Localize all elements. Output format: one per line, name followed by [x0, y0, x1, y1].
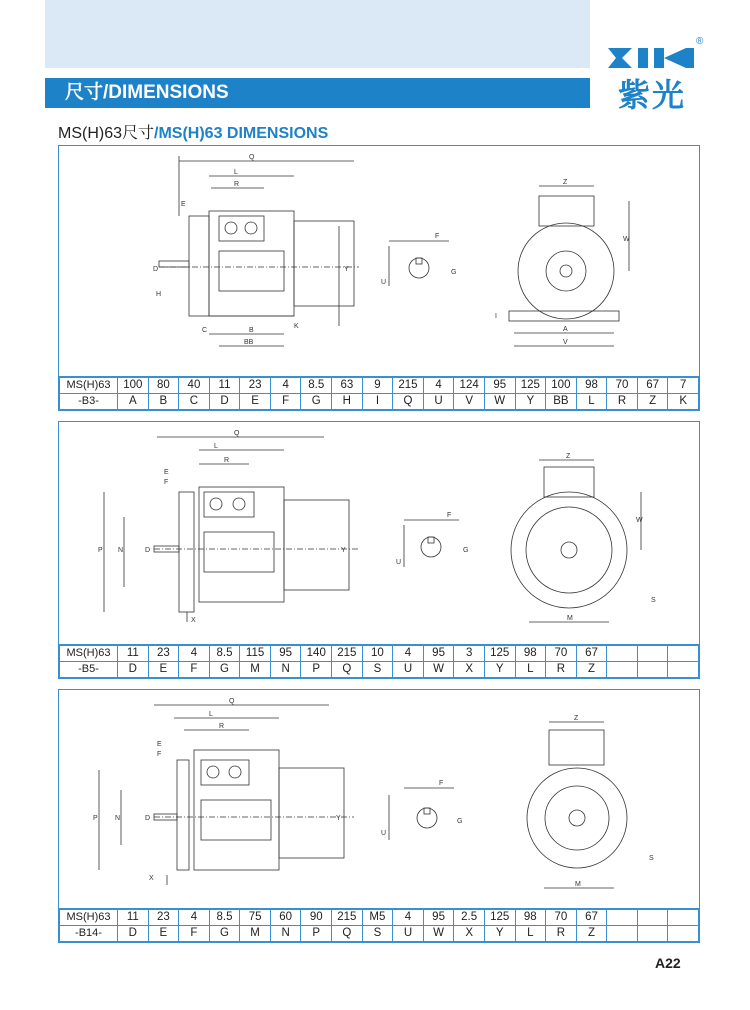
table-cell: 125 [484, 910, 515, 926]
dim-label: H [156, 291, 162, 298]
b5-side-labels [98, 430, 346, 624]
dim-label: F [435, 233, 440, 240]
dim-label: BB [244, 339, 254, 346]
table-cell: 75 [240, 910, 271, 926]
table-cell: M [240, 662, 271, 678]
table-row [60, 926, 699, 942]
b14-front-labels [574, 715, 654, 888]
table-cell: 125 [484, 646, 515, 662]
b5-front-labels [566, 453, 656, 622]
table-cell: 10 [362, 646, 393, 662]
dim-label: N [118, 547, 124, 554]
table-cell: P [301, 662, 332, 678]
dim-label: M [567, 615, 573, 622]
table-cell: Q [332, 662, 363, 678]
table-cell [637, 910, 668, 926]
dim-label: Z [566, 453, 571, 460]
table-row [60, 646, 699, 662]
dim-label: E [157, 741, 162, 748]
dim-label: R [234, 181, 240, 188]
table-row [60, 910, 699, 926]
b14-key-labels [381, 780, 462, 837]
b5-motor-side-view [104, 437, 359, 622]
table-cell: 8.5 [209, 910, 240, 926]
dim-label: Y [336, 815, 341, 822]
dim-label: F [447, 512, 452, 519]
table-cell: 40 [179, 378, 210, 394]
dim-label: Q [234, 430, 240, 437]
table-cell: K [668, 394, 699, 410]
table-cell [607, 926, 638, 942]
dim-label: Z [563, 179, 568, 186]
table-cell: B [148, 394, 179, 410]
table-cell: A [118, 394, 149, 410]
table-cell: N [270, 662, 301, 678]
table-cell: 23 [148, 646, 179, 662]
table-cell: Y [515, 394, 546, 410]
table-cell: Q [393, 394, 424, 410]
brand-logo [600, 36, 710, 116]
table-cell [637, 662, 668, 678]
subtitle-accent: /MS(H)63 DIMENSIONS [154, 125, 329, 142]
dim-label: I [495, 313, 497, 320]
table-cell: R [546, 926, 577, 942]
dim-label: E [181, 201, 186, 208]
b14-panel [58, 689, 700, 943]
table-cell: 124 [454, 378, 485, 394]
dim-label: B [249, 327, 254, 334]
dim-label: U [381, 279, 387, 286]
table-row [60, 662, 699, 678]
dim-label: R [224, 457, 230, 464]
table-cell: -B3- [60, 394, 118, 410]
dim-label: F [439, 780, 444, 787]
table-cell [668, 910, 699, 926]
table-cell: L [576, 394, 607, 410]
table-cell: 100 [118, 378, 149, 394]
dim-label: R [219, 723, 225, 730]
b3-front-view [509, 186, 629, 346]
b14-dimension-table [59, 909, 699, 942]
dim-label: N [115, 815, 121, 822]
table-cell: E [240, 394, 271, 410]
table-cell: P [301, 926, 332, 942]
table-cell: X [454, 926, 485, 942]
table-cell: 215 [393, 378, 424, 394]
table-cell: 95 [484, 378, 515, 394]
table-cell [668, 926, 699, 942]
b14-key-view [389, 788, 454, 840]
table-cell [607, 662, 638, 678]
section-title: 尺寸/DIMENSIONS [65, 82, 229, 103]
table-cell: 60 [270, 910, 301, 926]
table-cell: 67 [576, 910, 607, 926]
table-cell: 63 [332, 378, 363, 394]
table-cell: 215 [332, 646, 363, 662]
table-row [60, 394, 699, 410]
table-cell: 23 [148, 910, 179, 926]
dim-label: Q [229, 698, 235, 705]
dim-label: V [563, 339, 568, 346]
table-cell: BB [546, 394, 577, 410]
table-cell: 4 [423, 378, 454, 394]
table-cell: L [515, 926, 546, 942]
table-cell: 3 [454, 646, 485, 662]
table-cell: 23 [240, 378, 271, 394]
dim-label: Z [574, 715, 579, 722]
table-cell: 4 [179, 910, 210, 926]
table-cell: 98 [515, 646, 546, 662]
table-cell: 2.5 [454, 910, 485, 926]
table-cell: V [454, 394, 485, 410]
table-cell [607, 646, 638, 662]
dim-label: Y [344, 266, 349, 273]
table-cell: R [607, 394, 638, 410]
dim-label: Y [341, 547, 346, 554]
b14-side-labels [93, 698, 341, 882]
dim-label: G [451, 269, 457, 276]
table-cell: 8.5 [301, 378, 332, 394]
table-cell: I [362, 394, 393, 410]
table-cell: U [423, 394, 454, 410]
table-cell: Z [576, 926, 607, 942]
table-cell: G [209, 662, 240, 678]
subtitle-plain: MS(H)63尺寸 [58, 125, 155, 142]
table-cell: 4 [393, 646, 424, 662]
dim-label: A [563, 326, 568, 333]
dim-label: U [396, 559, 402, 566]
table-cell: -B5- [60, 662, 118, 678]
table-cell: R [546, 662, 577, 678]
table-cell: Y [484, 926, 515, 942]
table-cell: 70 [607, 378, 638, 394]
dim-label: P [98, 547, 103, 554]
dim-label: M [575, 881, 581, 888]
dim-label: Q [249, 154, 255, 161]
b5-drawing [59, 422, 699, 645]
table-cell: 98 [515, 910, 546, 926]
table-cell: G [209, 926, 240, 942]
b3-dimension-table [59, 377, 699, 410]
table-cell: U [393, 926, 424, 942]
table-cell [668, 662, 699, 678]
table-cell: W [423, 926, 454, 942]
table-cell: 70 [546, 646, 577, 662]
table-cell: D [118, 926, 149, 942]
section-title-bar [45, 78, 590, 108]
b3-side-labels [153, 154, 349, 346]
table-cell: 90 [301, 910, 332, 926]
b5-front-view [511, 460, 641, 622]
table-cell: D [118, 662, 149, 678]
table-cell: 11 [209, 378, 240, 394]
table-cell: N [270, 926, 301, 942]
dim-label: K [294, 323, 299, 330]
dim-label: L [209, 711, 213, 718]
b3-motor-side-view [159, 156, 359, 346]
b14-drawing [59, 690, 699, 909]
table-cell: U [393, 662, 424, 678]
page-number: A22 [655, 955, 681, 971]
table-cell [668, 646, 699, 662]
table-cell: -B14- [60, 926, 118, 942]
dim-label: L [234, 169, 238, 176]
table-cell: 11 [118, 910, 149, 926]
header-band [45, 0, 590, 68]
table-cell: D [209, 394, 240, 410]
table-cell: F [270, 394, 301, 410]
table-cell: S [362, 926, 393, 942]
table-cell: 70 [546, 910, 577, 926]
b5-panel [58, 421, 700, 679]
dim-label: E [164, 469, 169, 476]
table-cell: 95 [423, 646, 454, 662]
b5-key-view [404, 520, 459, 567]
dim-label: G [457, 818, 463, 825]
dim-label: U [381, 830, 387, 837]
dim-label: L [214, 443, 218, 450]
table-cell: 67 [637, 378, 668, 394]
table-cell: F [179, 662, 210, 678]
table-cell: 8.5 [209, 646, 240, 662]
table-cell: W [484, 394, 515, 410]
table-cell: 95 [423, 910, 454, 926]
table-cell: G [301, 394, 332, 410]
table-cell: M5 [362, 910, 393, 926]
table-cell: C [179, 394, 210, 410]
table-cell: Q [332, 926, 363, 942]
b14-front-view [527, 722, 627, 888]
table-cell: 215 [332, 910, 363, 926]
table-cell: 4 [393, 910, 424, 926]
table-cell: L [515, 662, 546, 678]
b3-panel [58, 145, 700, 411]
dim-label: X [149, 875, 154, 882]
b5-dimension-table [59, 645, 699, 678]
dim-label: F [157, 751, 162, 758]
table-cell: 4 [179, 646, 210, 662]
dim-label: X [191, 617, 196, 624]
table-cell: H [332, 394, 363, 410]
dim-label: S [651, 597, 656, 604]
dim-label: P [93, 815, 98, 822]
dim-label: D [145, 815, 151, 822]
registered-mark: ® [696, 36, 704, 47]
table-cell: E [148, 662, 179, 678]
table-cell: MS(H)63 [60, 378, 118, 394]
table-cell: 140 [301, 646, 332, 662]
table-cell: Z [637, 394, 668, 410]
table-cell [637, 926, 668, 942]
table-cell: S [362, 662, 393, 678]
table-cell: 98 [576, 378, 607, 394]
dim-label: W [636, 517, 643, 524]
dim-label: D [145, 547, 151, 554]
table-cell: W [423, 662, 454, 678]
table-cell: MS(H)63 [60, 646, 118, 662]
table-cell: Z [576, 662, 607, 678]
table-cell: 80 [148, 378, 179, 394]
table-cell: 95 [270, 646, 301, 662]
dim-label: C [202, 327, 208, 334]
table-cell: 125 [515, 378, 546, 394]
table-cell: Y [484, 662, 515, 678]
b3-drawing [59, 146, 699, 377]
b3-key-view [389, 241, 449, 286]
table-cell: 7 [668, 378, 699, 394]
page-subtitle [58, 120, 328, 143]
b14-motor-side-view [99, 705, 354, 885]
table-cell: 115 [240, 646, 271, 662]
table-cell: X [454, 662, 485, 678]
table-cell: 67 [576, 646, 607, 662]
logo-text: 紫光 [618, 76, 687, 114]
logo-mark-icon [606, 44, 698, 70]
dim-label: S [649, 855, 654, 862]
table-cell: 9 [362, 378, 393, 394]
dim-label: D [153, 266, 159, 273]
table-cell [637, 646, 668, 662]
table-cell [607, 910, 638, 926]
dim-label: F [164, 479, 169, 486]
table-cell: 100 [546, 378, 577, 394]
table-cell: 11 [118, 646, 149, 662]
table-cell: E [148, 926, 179, 942]
table-cell: 4 [270, 378, 301, 394]
dim-label: W [623, 236, 630, 243]
table-cell: F [179, 926, 210, 942]
dim-label: G [463, 547, 469, 554]
table-cell: M [240, 926, 271, 942]
table-row [60, 378, 699, 394]
table-cell: MS(H)63 [60, 910, 118, 926]
